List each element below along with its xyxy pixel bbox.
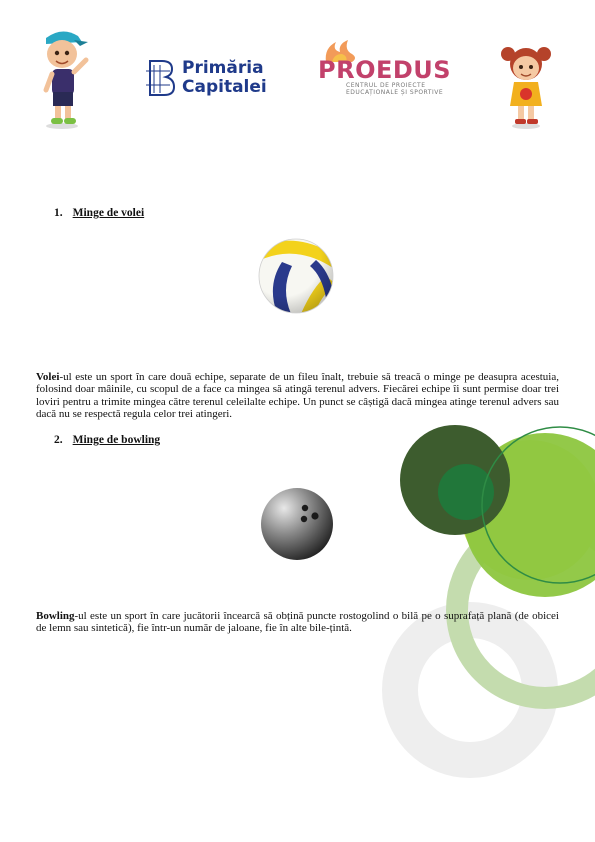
- section-1-term: Volei: [36, 371, 60, 383]
- primaria-line1: Primăria: [182, 58, 264, 78]
- primaria-line2: Capitalei: [182, 77, 267, 97]
- proedus-subtitle-line1: CENTRUL DE PROIECTE: [346, 82, 426, 89]
- volleyball-image: [256, 236, 336, 316]
- section-2-text: -ul este un sport în care jucătorii încearcă să obțină puncte rostogolind o bilă pe o suprafață plană (de obicei de lemn sau sintetică), fie într-un număr de jaloane, fie în alte bile-țintă.: [36, 610, 559, 635]
- girl-character-illustration: [498, 40, 554, 130]
- section-2-paragraph: [36, 610, 559, 635]
- bowling-ball-image: [259, 486, 335, 562]
- section-2-number: 2.: [54, 434, 63, 446]
- primaria-logo-icon: [144, 59, 176, 97]
- proedus-subtitle-line2: EDUCAȚIONALE ȘI SPORTIVE: [346, 89, 444, 96]
- section-1-heading: [54, 203, 144, 221]
- boy-character-illustration: [38, 26, 94, 130]
- section-2-term: Bowling: [36, 610, 75, 622]
- section-2-title: Minge de bowling: [72, 434, 161, 446]
- section-1-number: 1.: [54, 207, 63, 219]
- section-1-paragraph: [36, 371, 559, 421]
- section-1-text: -ul este un sport în care două echipe, separate de un fileu înalt, trebuie să treacă o minge pe deasupra acestuia, folosind doar mâinile, cu scopul de a face ca mingea să atingă terenul advers. Fiecărei echipe îi sunt permise doar trei loviri pentru a trimite mingea către terenul celeilalte echipe. Un punct se câștigă dacă mingea atinge terenul advers sau dacă nu se respectă regula celor trei atingeri.: [36, 371, 559, 421]
- proedus-logo-subtitle: [346, 82, 443, 96]
- primaria-logo-text: [182, 59, 267, 97]
- section-1-title: Minge de volei: [72, 207, 145, 219]
- section-2-heading: [54, 430, 160, 448]
- proedus-logo-title: PROEDUS: [318, 56, 452, 84]
